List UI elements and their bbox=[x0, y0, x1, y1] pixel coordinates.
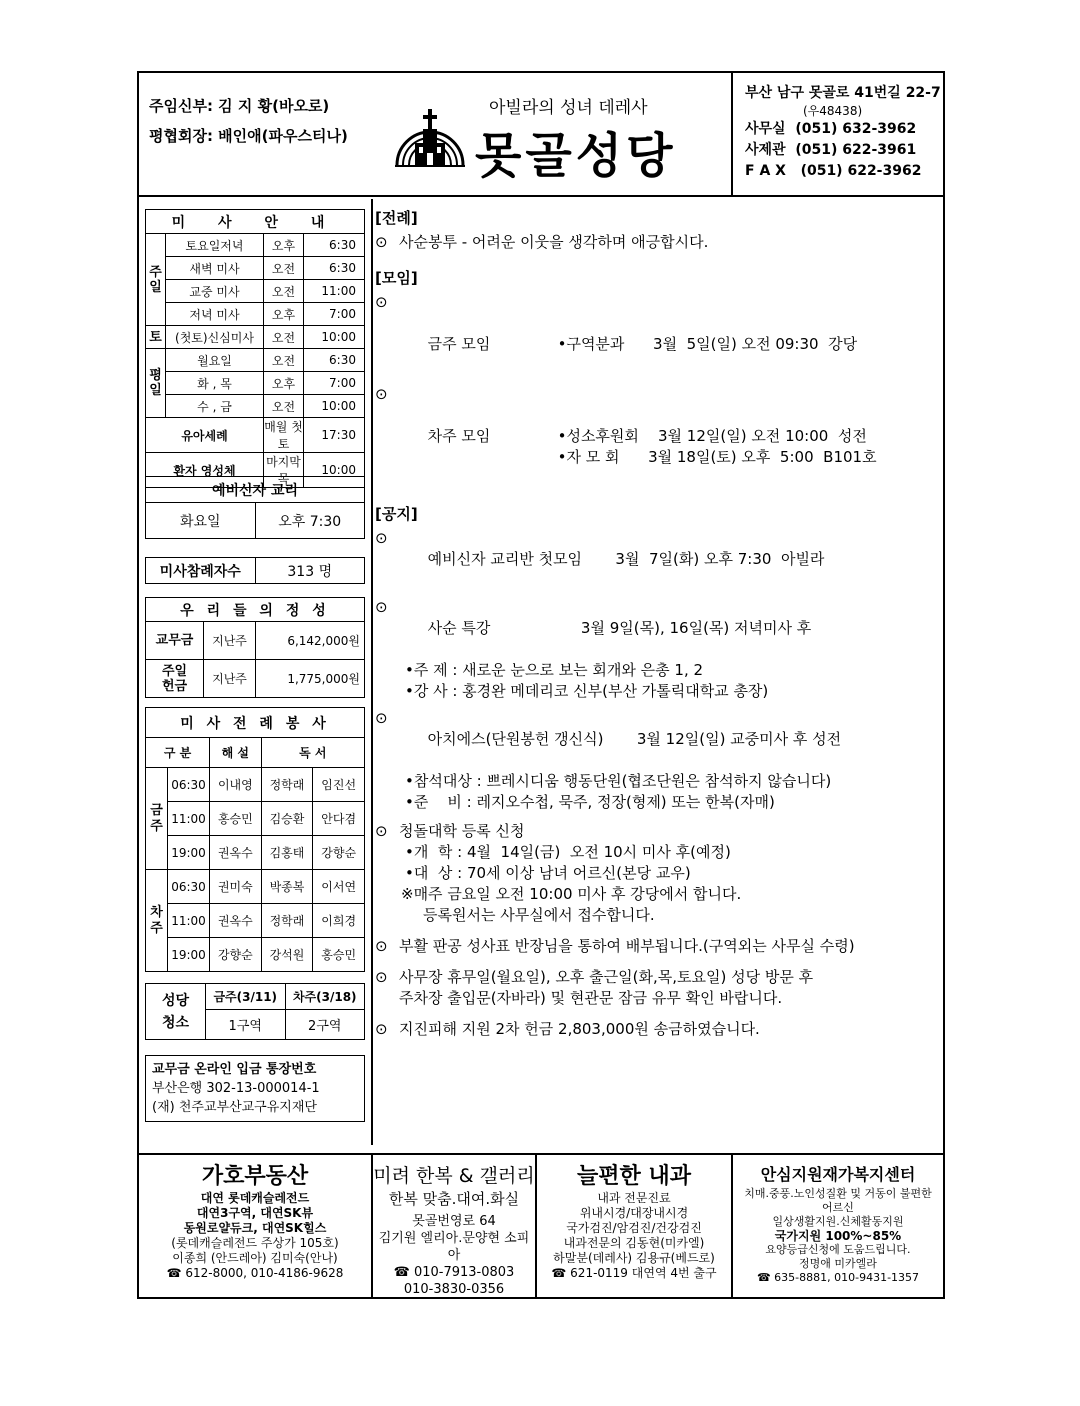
bullet-icon: ⊙ bbox=[375, 293, 388, 311]
mass-name: (첫토)신심미사 bbox=[166, 326, 264, 349]
mass-time: 11:00 bbox=[304, 280, 365, 303]
ad-real-estate bbox=[139, 1155, 371, 1299]
ad-title: 미려 한복 & 갤러리 bbox=[373, 1165, 535, 1187]
offering-period: 지난주 bbox=[204, 622, 256, 660]
bullet-icon: ⊙ bbox=[375, 1020, 388, 1038]
servers-title: 미 사 전 례 봉 사 bbox=[146, 708, 365, 738]
servers-reader-1: 정학래 bbox=[262, 768, 314, 801]
offering-table bbox=[145, 597, 365, 698]
lecture-speaker: •강 사 : 홍경완 메데리코 신부(부산 가톨릭대학교 총장) bbox=[405, 682, 769, 700]
rectory-phone: 사제관 (051) 622-3961 bbox=[745, 142, 917, 158]
offering-title: 우 리 들 의 정 성 bbox=[146, 598, 365, 622]
mass-time: 7:00 bbox=[304, 303, 365, 326]
liturgy-heading: [전례] bbox=[375, 209, 418, 227]
mass-extra-row bbox=[146, 418, 365, 453]
ad-title: 안심지원재가복지센터 bbox=[760, 1165, 916, 1184]
servers-time: 06:30 bbox=[168, 768, 210, 802]
offering-period: 지난주 bbox=[204, 660, 256, 698]
mass-time: 10:00 bbox=[304, 326, 365, 349]
servers-reader-2: 이희경 bbox=[321, 914, 357, 928]
notice-senior-college: ⊙ 청돌대학 등록 신청 bbox=[375, 822, 525, 840]
meeting-this-week: ⊙ 금주 모임 •구역분과 3월 5일(일) 오전 09:30 강당 bbox=[375, 293, 858, 353]
ad-line: 대연3구역, 대연SK뷰 bbox=[196, 1206, 314, 1220]
ad-line: 한복 맞춤.대여.화실 bbox=[388, 1190, 520, 1208]
catechism-day: 화요일 bbox=[146, 503, 256, 539]
college-application: 등록원서는 사무실에서 접수합니다. bbox=[423, 906, 655, 924]
church-logo-icon bbox=[393, 103, 467, 169]
servers-commentator: 권옥수 bbox=[210, 904, 262, 938]
college-opening: •개 학 : 4월 14일(금) 오전 10시 미사 후(예정) bbox=[405, 843, 731, 861]
bank-account: 부산은행 302-13-000014-1 bbox=[152, 1081, 320, 1096]
offering-row bbox=[146, 622, 365, 660]
offering-amount: 1,775,000원 bbox=[256, 660, 365, 698]
mass-name: 화 , 목 bbox=[166, 372, 264, 395]
mass-time: 6:30 bbox=[304, 349, 365, 372]
catechism-title: 예비신자 교리 bbox=[146, 477, 365, 503]
mass-extra-day: 마지막 목 bbox=[264, 453, 304, 488]
mass-name: 교중 미사 bbox=[166, 280, 264, 303]
office-phone: 사무실 (051) 632-3962 bbox=[745, 121, 917, 137]
servers-commentator: 홍승민 bbox=[210, 802, 262, 836]
notice-catechism: ⊙ 예비신자 교리반 첫모임 3월 7일(화) 오후 7:30 아빌라 bbox=[375, 529, 825, 568]
mass-extra-day: 매월 첫 토 bbox=[264, 418, 304, 453]
servers-readers bbox=[261, 768, 364, 802]
mass-schedule-table bbox=[145, 209, 365, 488]
notice-acies: ⊙ 아치에스(단원봉헌 갱신식) 3월 12일(일) 교중미사 후 성전 bbox=[375, 709, 842, 748]
servers-reader-pair bbox=[262, 904, 364, 937]
servers-group-label: 금 주 bbox=[146, 768, 168, 870]
mass-name: 수 , 금 bbox=[166, 395, 264, 418]
mass-time: 6:30 bbox=[304, 257, 365, 280]
bullet-icon: ⊙ bbox=[375, 598, 388, 616]
catechism-time: 오후 7:30 bbox=[255, 503, 365, 539]
attendance-label: 미사참례자수 bbox=[146, 558, 256, 584]
servers-row bbox=[146, 870, 365, 904]
bank-holder: (재) 천주교부산교구유지재단 bbox=[152, 1100, 317, 1115]
ad-line: 정명애 미카엘라 bbox=[799, 1257, 877, 1270]
cleaning-label: 성당 청소 bbox=[146, 984, 206, 1040]
servers-reader-pair bbox=[262, 836, 364, 869]
servers-reader-pair bbox=[262, 802, 364, 835]
meeting-next-week: ⊙ 차주 모임 •성소후원회 3월 12일(일) 오전 10:00 성전 •자 모 회 3월 18일(토) 오후 5:00 B101호 bbox=[375, 385, 877, 466]
council-president: 평협회장: 배인애(파우스티나) bbox=[149, 127, 348, 145]
mass-extra-time: 17:30 bbox=[304, 418, 365, 453]
ad-line: 일상생활지원.신체활동지원 bbox=[772, 1215, 904, 1228]
announcements-column bbox=[375, 199, 943, 1143]
servers-time: 06:30 bbox=[168, 870, 210, 904]
servers-reader-2: 안다겸 bbox=[321, 812, 357, 826]
parish-patron: 아빌라의 성녀 데레사 bbox=[489, 98, 648, 118]
mass-group-label: 평 일 bbox=[146, 349, 166, 418]
ad-line: 위내시경/대장내시경 bbox=[579, 1206, 689, 1220]
mass-ampm: 오전 bbox=[264, 280, 304, 303]
mass-ampm: 오후 bbox=[264, 372, 304, 395]
servers-reader-1: 김홍태 bbox=[262, 836, 314, 869]
notice-heading: [공지] bbox=[375, 505, 418, 523]
servers-row bbox=[146, 904, 365, 938]
servers-commentator: 권미숙 bbox=[210, 870, 262, 904]
bulletin-page bbox=[137, 71, 945, 1299]
catechism-table bbox=[145, 476, 365, 539]
servers-reader-2: 강향순 bbox=[321, 846, 357, 860]
mass-name: 월요일 bbox=[166, 349, 264, 372]
servers-time: 19:00 bbox=[168, 836, 210, 870]
servers-commentator: 강향순 bbox=[210, 938, 262, 972]
servers-reader-2: 홍승민 bbox=[321, 948, 357, 962]
attendance-value: 313 명 bbox=[255, 558, 365, 584]
mass-ampm: 오후 bbox=[264, 303, 304, 326]
servers-table bbox=[145, 707, 365, 972]
mass-schedule-body bbox=[146, 234, 365, 488]
mass-row bbox=[146, 234, 365, 257]
pastor-name: 주임신부: 김 지 황(바오로) bbox=[149, 97, 330, 115]
meeting-heading: [모임] bbox=[375, 269, 418, 287]
mass-ampm: 오전 bbox=[264, 349, 304, 372]
ad-welfare-center bbox=[731, 1155, 943, 1299]
mass-extra-label: 유아세례 bbox=[146, 418, 264, 453]
mass-row bbox=[146, 372, 365, 395]
mass-ampm: 오후 bbox=[264, 234, 304, 257]
header-title-area bbox=[389, 73, 729, 197]
cleaning-next-week: 차주(3/18) bbox=[285, 984, 365, 1010]
header-left bbox=[149, 91, 348, 151]
ad-line: 내과전문의 김동현(미카엘) bbox=[563, 1236, 705, 1250]
mass-time: 10:00 bbox=[304, 395, 365, 418]
notice-earthquake-relief: ⊙ 지진피해 지원 2차 헌금 2,803,000원 송금하였습니다. bbox=[375, 1020, 760, 1038]
mass-row bbox=[146, 280, 365, 303]
servers-time: 11:00 bbox=[168, 802, 210, 836]
bullet-icon: ⊙ bbox=[375, 968, 388, 986]
servers-header: 독 서 bbox=[261, 738, 364, 768]
bullet-icon: ⊙ bbox=[375, 709, 388, 727]
mass-group-label: 주 일 bbox=[146, 234, 166, 326]
ad-line: 못골번영로 64 bbox=[412, 1214, 496, 1229]
mass-ampm: 오전 bbox=[264, 395, 304, 418]
ad-line: ☎ 010-7913-0803 bbox=[393, 1265, 515, 1280]
ad-line: 동원로얄듀크, 대연SK힐스 bbox=[183, 1221, 327, 1235]
bullet-icon: ⊙ bbox=[375, 822, 388, 840]
cleaning-table bbox=[145, 983, 365, 1040]
address: 부산 남구 못골로 41번길 22-7 bbox=[745, 85, 941, 101]
servers-reader-1: 강석원 bbox=[262, 938, 314, 971]
bank-account-table bbox=[145, 1055, 365, 1122]
servers-group-label: 차 주 bbox=[146, 870, 168, 972]
mass-extra-label: 환자 영성체 bbox=[146, 453, 264, 488]
advertisement-footer bbox=[139, 1153, 943, 1299]
servers-header: 해 설 bbox=[210, 738, 262, 768]
ad-line: 국가검진/암검진/건강검진 bbox=[566, 1221, 702, 1235]
ad-hanbok bbox=[371, 1155, 535, 1299]
mass-schedule-title: 미 사 안 내 bbox=[146, 210, 365, 234]
offering-body bbox=[146, 622, 365, 698]
ad-line: 내과 전문진료 bbox=[597, 1191, 671, 1205]
servers-reader-pair bbox=[262, 938, 364, 971]
mass-extra-time: 10:00 bbox=[304, 453, 365, 488]
contact-info bbox=[731, 73, 943, 197]
bullet-icon: ⊙ bbox=[375, 937, 388, 955]
servers-readers bbox=[261, 836, 364, 870]
servers-commentator: 권옥수 bbox=[210, 836, 262, 870]
servers-row bbox=[146, 802, 365, 836]
cleaning-this-value: 1구역 bbox=[206, 1010, 286, 1040]
ad-line: 국가지원 100%~85% bbox=[774, 1229, 902, 1243]
servers-readers bbox=[261, 870, 364, 904]
mass-row bbox=[146, 303, 365, 326]
mass-row bbox=[146, 349, 365, 372]
servers-reader-1: 김승환 bbox=[262, 802, 314, 835]
servers-reader-1: 박종복 bbox=[262, 870, 314, 903]
mass-ampm: 오전 bbox=[264, 257, 304, 280]
offering-type: 주일 헌금 bbox=[146, 660, 204, 698]
acies-preparation: •준 비 : 레지오수첩, 묵주, 정장(형제) 또는 한복(자매) bbox=[405, 793, 775, 811]
servers-row bbox=[146, 938, 365, 972]
mass-name: 저녁 미사 bbox=[166, 303, 264, 326]
parish-title: 못골성당 bbox=[475, 128, 677, 184]
mass-group-label: 토 bbox=[146, 326, 166, 349]
office-hours-detail: 주차장 출입문(자바라) 및 현관문 잠금 유무 확인 바랍니다. bbox=[399, 989, 783, 1007]
lecture-topic: •주 제 : 새로운 눈으로 보는 회개와 은총 1, 2 bbox=[405, 661, 704, 679]
notice-lent-lecture: ⊙ 사순 특강 3월 9일(목), 16일(목) 저녁미사 후 bbox=[375, 598, 812, 637]
offering-row bbox=[146, 660, 365, 698]
servers-readers bbox=[261, 802, 364, 836]
servers-body bbox=[146, 768, 365, 972]
college-target: •대 상 : 70세 이상 남녀 어르신(본당 교우) bbox=[405, 864, 691, 882]
bank-title: 교무금 온라인 입금 통장번호 bbox=[152, 1062, 317, 1077]
servers-reader-2: 임진선 bbox=[321, 778, 357, 792]
servers-reader-1: 정학래 bbox=[262, 904, 314, 937]
servers-reader-pair bbox=[262, 768, 364, 801]
bulletin-header bbox=[139, 73, 943, 197]
bullet-icon: ⊙ bbox=[375, 529, 388, 547]
servers-reader-2: 이서연 bbox=[321, 880, 357, 894]
servers-time: 11:00 bbox=[168, 904, 210, 938]
servers-time: 19:00 bbox=[168, 938, 210, 972]
notice-office-hours: ⊙ 사무장 휴무일(월요일), 오후 출근일(화,목,토요일) 성당 방문 후 bbox=[375, 968, 814, 986]
left-column bbox=[139, 199, 374, 1143]
ad-line: 어르신 bbox=[822, 1201, 854, 1214]
ad-line: 이종희 (안드레아) 김미숙(안나) bbox=[172, 1251, 338, 1265]
mass-name: 토요일저녁 bbox=[166, 234, 264, 257]
college-schedule: ※매주 금요일 오전 10:00 미사 후 강당에서 합니다. bbox=[401, 885, 742, 903]
notice-easter-confession: ⊙ 부활 판공 성사표 반장님을 통하여 배부됩니다.(구역외는 사무실 수령) bbox=[375, 937, 855, 955]
mass-row bbox=[146, 326, 365, 349]
ad-line: 대연 롯데캐슬레전드 bbox=[200, 1191, 310, 1205]
cleaning-next-value: 2구역 bbox=[285, 1010, 365, 1040]
ad-line: 김기원 엘리아.문양현 소피아 bbox=[378, 1231, 530, 1263]
servers-reader-pair bbox=[262, 870, 364, 903]
ad-clinic bbox=[535, 1155, 731, 1299]
ad-line: (롯데캐슬레전드 주상가 105호) bbox=[171, 1236, 339, 1250]
bullet-icon: ⊙ bbox=[375, 233, 388, 251]
servers-readers bbox=[261, 904, 364, 938]
servers-row bbox=[146, 768, 365, 802]
cleaning-this-week: 금주(3/11) bbox=[206, 984, 286, 1010]
ad-line: 010-3830-0356 bbox=[403, 1282, 505, 1297]
servers-header-row bbox=[146, 738, 365, 768]
servers-row bbox=[146, 836, 365, 870]
servers-commentator: 이내영 bbox=[210, 768, 262, 802]
offering-type: 교무금 bbox=[146, 622, 204, 660]
fax-number: F A X (051) 622-3962 bbox=[745, 163, 922, 179]
bullet-icon: ⊙ bbox=[375, 385, 388, 403]
ad-line: 치매.중풍.노인성질환 및 거동이 불편한 bbox=[744, 1187, 932, 1200]
ad-line: 요양등급신청에 도움드립니다. bbox=[765, 1243, 911, 1256]
mass-name: 새벽 미사 bbox=[166, 257, 264, 280]
mass-time: 7:00 bbox=[304, 372, 365, 395]
attendance-table bbox=[145, 557, 365, 584]
mass-row bbox=[146, 257, 365, 280]
ad-title: 가호부동산 bbox=[201, 1164, 309, 1189]
mass-ampm: 오전 bbox=[264, 326, 304, 349]
acies-attendees: •참석대상 : 쁘레시디움 행동단원(협조단원은 참석하지 않습니다) bbox=[405, 772, 832, 790]
offering-amount: 6,142,000원 bbox=[256, 622, 365, 660]
servers-readers bbox=[261, 938, 364, 972]
ad-line: ☎ 612-8000, 010-4186-9628 bbox=[166, 1266, 344, 1280]
ad-line: 하말분(데레사) 김용규(베드로) bbox=[553, 1251, 715, 1265]
ad-line: ☎ 621-0119 대연역 4번 출구 bbox=[551, 1266, 717, 1280]
liturgy-item: ⊙ 사순봉투 - 어려운 이웃을 생각하며 애긍합시다. bbox=[375, 233, 709, 251]
ad-title: 늘편한 내과 bbox=[577, 1164, 691, 1189]
servers-header: 구 분 bbox=[146, 738, 210, 768]
mass-row bbox=[146, 395, 365, 418]
ad-line: ☎ 635-8881, 010-9431-1357 bbox=[756, 1271, 920, 1284]
postal-code: (우48438) bbox=[803, 104, 863, 118]
mass-time: 6:30 bbox=[304, 234, 365, 257]
